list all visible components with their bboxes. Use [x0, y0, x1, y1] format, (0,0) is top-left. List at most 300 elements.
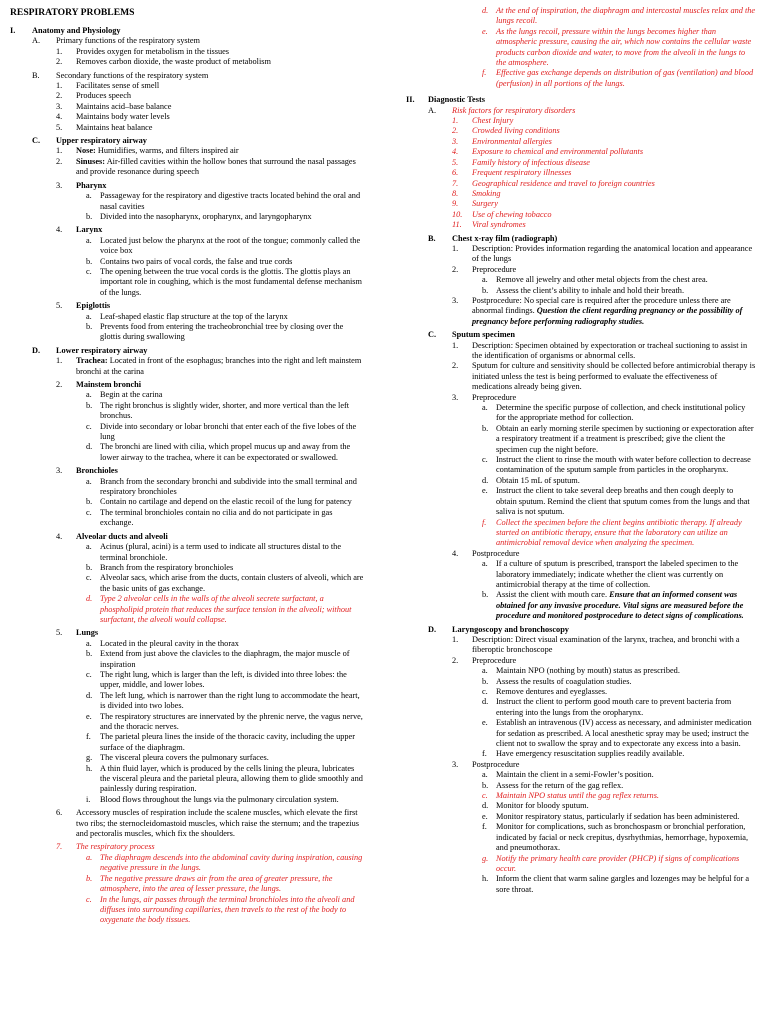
list-marker: a. [482, 770, 488, 780]
list-item [10, 874, 364, 895]
list-item [10, 123, 364, 133]
list-marker: a. [86, 852, 93, 862]
item-text: Remove all jewelry and other metal objects from the chest area. [496, 275, 708, 285]
list-item [10, 732, 364, 753]
list-marker: b. [86, 211, 93, 221]
list-item [10, 380, 364, 390]
item-text: Instruct the client to rinse the mouth with water before collection to decrease contamination of the sputum sample from particles in the oropharynx. [496, 455, 751, 475]
item-title: Bronchioles [76, 466, 118, 476]
list-item [10, 112, 364, 122]
list-marker: 5. [452, 157, 459, 167]
item-text: The right bronchus is slightly wider, shorter, and more vertical than the left bronchus. [100, 400, 350, 421]
list-marker: a. [86, 390, 92, 400]
list-item [10, 442, 364, 463]
list-marker: c. [482, 687, 488, 696]
subsection-heading [10, 36, 364, 46]
list-marker: 1. [56, 81, 63, 91]
list-marker: 7. [452, 178, 459, 188]
item-text: The terminal bronchioles contain no cilia and do not participate in gas exchange. [100, 507, 333, 528]
item-text: Maintain NPO status until the gag reflex returns. [496, 791, 660, 801]
item-text: Chest Injury [472, 116, 514, 126]
item-text: Divided into the nasopharynx, oropharynx, and laryngopharynx [100, 211, 312, 221]
list-item [10, 401, 364, 422]
item-text: Postprocedure: No special care is required after the procedure unless there are abnormal findings. [472, 295, 731, 316]
item-text: Maintain the client in a semi-Fowler’s position. [496, 770, 654, 780]
list-item [10, 301, 364, 311]
list-marker: d. [482, 697, 489, 707]
list-item [10, 47, 364, 57]
list-marker: D. [32, 345, 41, 355]
list-marker: 1. [452, 116, 459, 126]
list-marker: f. [482, 749, 487, 759]
subsection-heading [406, 625, 756, 635]
list-item [406, 822, 756, 853]
list-item [10, 267, 364, 298]
list-marker: g. [86, 753, 93, 763]
item-text: Geographical residence and travel to foreign countries [472, 178, 655, 188]
item-text: Family history of infectious disease [472, 157, 590, 167]
list-marker: b. [482, 423, 489, 433]
item-text: The negative pressure draws air from the area of greater pressure, the atmosphere, into the area of lesser pressure, the lungs. [100, 873, 333, 894]
list-item [406, 770, 756, 780]
list-item [406, 687, 756, 697]
list-marker: 2. [56, 156, 63, 166]
item-text: Have emergency resuscitation supplies readily available. [496, 749, 685, 759]
list-item [406, 760, 756, 770]
list-item [406, 126, 756, 136]
item-emphasis: Question the client regarding pregnancy or the possibility of pregnancy before performing radiography studies. [472, 306, 743, 326]
list-marker: 5. [56, 628, 63, 638]
list-item [10, 808, 364, 839]
item-text: Environmental allergies [472, 136, 552, 146]
list-item [10, 842, 364, 852]
list-item [10, 649, 364, 670]
item-text: As the lungs recoil, pressure within the lungs becomes higher than atmospheric pressure, causing the air, which now contains the cellular waste products carbon dioxide and water, to move from the alveoli in the lungs to the atmosphere. [496, 26, 752, 68]
list-item [10, 895, 364, 926]
item-text: Description: Provides information regarding the anatomical location and appearance of the lungs [472, 243, 753, 264]
section-title: Anatomy and Physiology [32, 26, 121, 35]
list-marker: 3. [452, 392, 459, 402]
item-emphasis: Ensure that an informed consent was obtained for any invasive procedure. Vital signs are measured before the procedure and monitored postprocedure to detect signs of complications. [496, 590, 744, 621]
list-item [406, 189, 756, 199]
list-item [10, 212, 364, 222]
item-text: Contains two pairs of vocal cords, the false and true cords [100, 256, 293, 266]
section-title: Diagnostic Tests [428, 95, 485, 105]
item-text: Smoking [472, 188, 501, 198]
list-item [10, 81, 364, 91]
list-marker: b. [86, 400, 93, 410]
list-marker: 2. [56, 380, 63, 389]
item-text: Monitor for bloody sputum. [496, 801, 589, 811]
list-item [10, 712, 364, 733]
item-text: A thin fluid layer, which is produced by the cells lining the pleura, lubricates the visceral pleura and the parietal pleura, allowing them to glide smoothly and painlessly during respiration. [100, 763, 363, 794]
list-marker: e. [482, 26, 488, 36]
item-text: The respiratory process [76, 842, 155, 852]
list-marker: 3. [56, 180, 63, 190]
list-item [406, 6, 756, 27]
list-item [10, 181, 364, 191]
list-item [10, 157, 364, 178]
subsection-heading [406, 330, 756, 340]
list-item [406, 265, 756, 275]
list-marker: 11. [452, 220, 462, 230]
list-item [406, 296, 756, 327]
item-text: Facilitates sense of smell [76, 81, 160, 91]
item-text: Remove dentures and eyeglasses. [496, 687, 608, 696]
list-item [10, 563, 364, 573]
list-marker: b. [482, 285, 489, 295]
list-item [406, 220, 756, 230]
list-marker: 1. [452, 340, 459, 350]
item-text: Divide into secondary or lobar bronchi that enter each of the five lobes of the lung [100, 421, 357, 442]
subsection-title: Chest x-ray film (radiograph) [452, 233, 558, 243]
list-marker: b. [86, 321, 93, 331]
list-item [10, 146, 364, 156]
item-text: Air-filled cavities within the hollow bones that surround the nasal passages and provide resonance during speech [76, 156, 356, 177]
list-marker: g. [482, 853, 489, 863]
list-item [406, 147, 756, 157]
list-item [406, 718, 756, 749]
item-text: Postprocedure [472, 759, 520, 769]
page-title: RESPIRATORY PROBLEMS [10, 7, 135, 18]
list-marker: c. [86, 421, 92, 431]
item-text: Contain no cartilage and depend on the elastic recoil of the lung for patency [100, 497, 352, 507]
list-item [10, 764, 364, 795]
list-marker: a. [86, 542, 92, 552]
list-item [10, 356, 364, 377]
list-item [10, 497, 364, 507]
list-item [406, 656, 756, 666]
list-item [10, 691, 364, 712]
list-marker: I. [10, 26, 16, 35]
item-text: Produces speech [76, 91, 132, 101]
list-marker: b. [482, 590, 489, 600]
list-marker: c. [86, 894, 92, 904]
item-text: Blood flows throughout the lungs via the pulmonary circulation system. [100, 794, 339, 804]
list-marker: a. [86, 638, 92, 648]
list-item [406, 791, 756, 801]
list-item [406, 559, 756, 590]
list-marker: 9. [452, 199, 459, 209]
list-marker: h. [482, 874, 489, 884]
list-item [10, 422, 364, 443]
list-item [10, 390, 364, 400]
item-text: Preprocedure [472, 655, 517, 665]
list-item [10, 312, 364, 322]
item-text: In the lungs, air passes through the terminal bronchioles into the alveoli and diffuses into surrounding capillaries, then travels to the rest of the body to oxygenate the body tissues. [100, 894, 355, 925]
list-item [10, 102, 364, 112]
list-item [10, 257, 364, 267]
list-marker: D. [428, 624, 437, 634]
list-marker: 4. [452, 147, 459, 157]
list-marker: e. [86, 711, 92, 721]
item-title: Mainstem bronchi [76, 380, 142, 389]
item-text: Branch from the respiratory bronchioles [100, 562, 234, 572]
list-marker: 4. [56, 531, 63, 541]
item-text: Located just below the pharynx at the root of the tongue; commonly called the voice box [100, 235, 361, 256]
list-marker: a. [86, 311, 92, 321]
item-text: Accessory muscles of respiration include the scalene muscles, which elevate the first two ribs; the sternocleidomastoid muscles, which raise the sternum; and the trapezius and pectoralis muscles, which fix the shoulders. [76, 808, 359, 839]
list-marker: h. [86, 763, 93, 773]
list-marker: II. [406, 95, 415, 105]
list-item [406, 275, 756, 285]
item-text: Begin at the carina [100, 390, 163, 400]
item-text: The visceral pleura covers the pulmonary surfaces. [100, 753, 269, 763]
item-text: Acinus (plural, acini) is a term used to indicate all structures distal to the terminal bronchiole. [100, 542, 342, 562]
list-item [406, 749, 756, 759]
list-marker: 4. [56, 112, 63, 122]
list-marker: e. [482, 486, 488, 496]
item-text: The opening between the true vocal cords is the glottis. The glottis plays an important role in coughing, which is the most fundamental defense mechanism of the lungs. [100, 266, 362, 297]
item-text: Description: Specimen obtained by expectoration or tracheal suctioning to assist in the identification of organisms or abnormal cells. [472, 340, 748, 360]
list-marker: 4. [452, 548, 459, 558]
list-item [406, 27, 756, 69]
list-item [10, 594, 364, 625]
item-text: Maintains body water levels [76, 112, 170, 122]
item-text: Type 2 alveolar cells in the walls of the alveoli secrete surfactant, a phospholipid protein that reduces the surface tension in the alveoli; without surfactant, the alveoli would collapse. [100, 594, 352, 624]
subsection-heading [10, 71, 364, 81]
subsection-heading [10, 346, 364, 356]
list-marker: 1. [56, 146, 63, 156]
item-text: Surgery [472, 199, 498, 209]
list-item [10, 236, 364, 257]
list-marker: f. [482, 68, 487, 78]
list-item [10, 853, 364, 874]
item-text: Exposure to chemical and environmental pollutants [472, 147, 644, 157]
list-marker: 8. [452, 188, 459, 198]
list-item [406, 244, 756, 265]
list-marker: d. [86, 442, 93, 452]
list-marker: a. [482, 559, 488, 569]
list-item [10, 753, 364, 763]
list-marker: 3. [56, 466, 63, 476]
list-marker: 2. [452, 264, 459, 274]
list-marker: 3. [452, 136, 459, 146]
list-item [406, 801, 756, 811]
list-item [10, 542, 364, 563]
left-column [10, 6, 364, 926]
item-text: Assist the client with mouth care. [496, 590, 608, 600]
list-marker: 2. [56, 91, 63, 101]
list-item [406, 199, 756, 209]
list-marker: b. [482, 676, 489, 686]
list-item [10, 466, 364, 476]
item-text: Sputum for culture and sensitivity should be collected before antimicrobial therapy is initiated unless the test is being performed to evaluate the effectiveness of medications already being given. [472, 361, 756, 392]
list-marker: 3. [452, 295, 459, 305]
item-text: At the end of inspiration, the diaphragm and intercostal muscles relax and the lungs recoil. [496, 6, 756, 26]
list-marker: b. [482, 780, 489, 790]
list-marker: C. [32, 136, 41, 146]
list-marker: e. [482, 718, 488, 728]
subsection-title: Upper respiratory airway [56, 136, 147, 146]
item-text: Passageway for the respiratory and digestive tracts located behind the oral and nasal cavities [100, 191, 361, 211]
list-marker: 5. [56, 122, 63, 132]
list-item [10, 628, 364, 638]
list-marker: B. [428, 233, 436, 243]
item-text: Extend from just above the clavicles to the diaphragm, the major muscle of inspiration [100, 649, 350, 669]
subsection-heading [10, 136, 364, 146]
item-text: Preprocedure [472, 264, 517, 274]
item-text: Alveolar sacs, which arise from the ducts, contain clusters of alveoli, which are the basic units of gas exchange. [100, 573, 364, 593]
list-marker: A. [428, 105, 437, 115]
subsection-title: Secondary functions of the respiratory system [56, 70, 209, 80]
item-title: Epiglottis [76, 301, 111, 311]
list-marker: 3. [56, 101, 63, 111]
subsection-title: Primary functions of the respiratory system [56, 36, 201, 46]
item-text: The diaphragm descends into the abdominal cavity during inspiration, causing negative pressure in the lungs. [100, 852, 363, 873]
list-marker: f. [86, 732, 91, 742]
list-marker: c. [86, 507, 92, 517]
list-marker: i. [86, 794, 91, 804]
item-title: Pharynx [76, 180, 107, 190]
item-text: Viral syndromes [472, 220, 526, 230]
item-text: Assess the client’s ability to inhale and hold their breath. [496, 285, 685, 295]
item-text: Inform the client that warm saline gargles and lozenges may be helpful for a sore throat. [496, 874, 750, 894]
list-marker: 3. [452, 759, 459, 769]
list-item [406, 854, 756, 875]
list-item [406, 590, 756, 621]
list-marker: 2. [452, 655, 459, 665]
list-item [406, 424, 756, 455]
list-marker: a. [86, 476, 92, 486]
list-item [406, 158, 756, 168]
item-text: Use of chewing tobacco [472, 209, 552, 219]
list-marker: 2. [452, 361, 459, 371]
list-item [10, 477, 364, 498]
list-item [406, 812, 756, 822]
item-text: Monitor for complications, such as bronchospasm or bronchial perforation, indicated by facial or neck crepitus, dysrhythmias, hemorrhage, hypoxemia, and pneumothorax. [496, 822, 749, 853]
list-marker: 1. [452, 243, 459, 253]
list-item [406, 549, 756, 559]
list-marker: 4. [56, 225, 63, 235]
item-text: The right lung, which is larger than the left, is divided into three lobes: the upper, middle, and lower lobes. [100, 669, 347, 690]
item-text: Leaf-shaped elastic flap structure at the top of the larynx [100, 311, 288, 321]
list-item [406, 361, 756, 392]
item-text: Branch from the secondary bronchi and subdivide into the small terminal and respiratory bronchioles [100, 476, 357, 497]
list-item [10, 225, 364, 235]
item-text: Frequent respiratory illnesses [472, 168, 572, 178]
list-item [10, 191, 364, 212]
item-text: Postprocedure [472, 548, 520, 558]
item-term: Trachea: [76, 356, 108, 366]
list-marker: f. [482, 822, 487, 832]
list-marker: 2. [56, 57, 63, 67]
subsection-title: Risk factors for respiratory disorders [452, 105, 576, 115]
list-item [10, 322, 364, 343]
item-text: The respiratory structures are innervated by the phrenic nerve, the vagus nerve, and the thoracic nerves. [100, 711, 363, 731]
item-text: Assess the results of coagulation studies. [496, 676, 632, 686]
list-item [406, 403, 756, 424]
item-text: Provides oxygen for metabolism in the tissues [76, 46, 230, 56]
list-marker: d. [86, 594, 93, 604]
item-text: Notify the primary health care provider (PHCP) if signs of complications occur. [496, 853, 740, 873]
list-marker: 5. [56, 301, 63, 311]
list-marker: d. [482, 6, 489, 15]
list-marker: 1. [452, 634, 459, 644]
list-item [406, 286, 756, 296]
list-item [406, 781, 756, 791]
list-marker: d. [86, 690, 93, 700]
list-item [10, 57, 364, 67]
list-marker: b. [86, 256, 93, 266]
item-text: Monitor respiratory status, particularly if sedation has been administered. [496, 811, 740, 821]
list-item [406, 874, 756, 895]
list-item [406, 476, 756, 486]
list-marker: c. [482, 455, 488, 465]
list-marker: b. [86, 497, 93, 507]
subsection-title: Laryngoscopy and bronchoscopy [452, 624, 569, 634]
list-item [10, 91, 364, 101]
item-text: Instruct the client to perform good mouth care to prevent bacteria from entering into the lungs from the oropharynx. [496, 697, 732, 717]
item-text: Prevents food from entering the tracheobronchial tree by closing over the glottis during swallowing [100, 321, 344, 342]
list-marker: a. [482, 403, 488, 413]
item-text: Obtain an early morning sterile specimen by suctioning or expectoration after a respiratory treatment if a treatment is prescribed; give the client the specimen cup the night before. [496, 423, 754, 454]
list-item [406, 635, 756, 656]
list-item [406, 179, 756, 189]
item-text: Description: Direct visual examination of the larynx, trachea, and bronchi with a fiberoptic bronchoscope [472, 634, 740, 655]
list-marker: c. [482, 791, 488, 801]
list-item [406, 486, 756, 517]
section-heading [406, 95, 756, 105]
item-text: Collect the specimen before the client begins antibiotic therapy. If already started on antibiotic therapy, ensure that the laboratory can utilize an antimicrobial removal device when analyzing the specimen. [496, 517, 742, 548]
item-text: Crowded living conditions [472, 126, 560, 136]
item-term: Sinuses: [76, 156, 106, 166]
list-marker: 10. [452, 209, 463, 219]
list-marker: B. [32, 70, 40, 80]
list-marker: d. [482, 801, 489, 811]
item-text: Maintains acid–base balance [76, 101, 172, 111]
list-marker: 6. [452, 168, 459, 178]
list-marker: 1. [56, 46, 63, 56]
list-item [406, 677, 756, 687]
subsection-heading [406, 234, 756, 244]
subsection-title: Lower respiratory airway [56, 345, 148, 355]
item-text: Effective gas exchange depends on distribution of gas (ventilation) and blood (perfusion) in all portions of the lungs. [496, 68, 754, 88]
section-heading [10, 26, 364, 36]
list-item [406, 168, 756, 178]
list-marker: b. [86, 649, 93, 659]
item-text: The left lung, which is narrower than the right lung to accommodate the heart, is divided into two lobes. [100, 690, 360, 711]
list-item [10, 532, 364, 542]
list-marker: f. [482, 517, 487, 527]
list-marker: d. [482, 475, 489, 485]
list-item [406, 518, 756, 549]
item-text: The bronchi are lined with cilia, which propel mucus up and away from the lower airway to the trachea, where it can be expectorated or swallowed. [100, 442, 351, 462]
item-text: Maintains heat balance [76, 122, 153, 132]
list-item [10, 508, 364, 529]
item-title: Lungs [76, 628, 99, 638]
item-text: Instruct the client to take several deep breaths and then cough deeply to obtain sputum. Remind the client that sputum comes from the lungs and that saliva is not sputum. [496, 486, 750, 517]
list-marker: b. [86, 562, 93, 572]
list-marker: e. [482, 811, 488, 821]
item-text: Located in front of the esophagus; branches into the right and left mainstem bronchi at the carina [76, 356, 362, 376]
list-item [10, 670, 364, 691]
list-marker: A. [32, 36, 41, 46]
list-item [406, 137, 756, 147]
list-item [10, 639, 364, 649]
item-text: Located in the pleural cavity in the thorax [100, 638, 239, 648]
list-item [406, 455, 756, 476]
right-column [406, 6, 756, 895]
item-text: Humidifies, warms, and filters inspired air [97, 146, 239, 156]
subsection-heading [406, 106, 756, 116]
list-marker: a. [482, 666, 488, 676]
list-marker: 1. [56, 356, 63, 366]
list-marker: c. [86, 266, 92, 276]
list-marker: c. [86, 669, 92, 679]
item-text: If a culture of sputum is prescribed, transport the labeled specimen to the laboratory immediately; indicate whether the client was currently on antimicrobial therapy at the time of collection. [496, 559, 739, 589]
list-marker: b. [86, 873, 93, 883]
